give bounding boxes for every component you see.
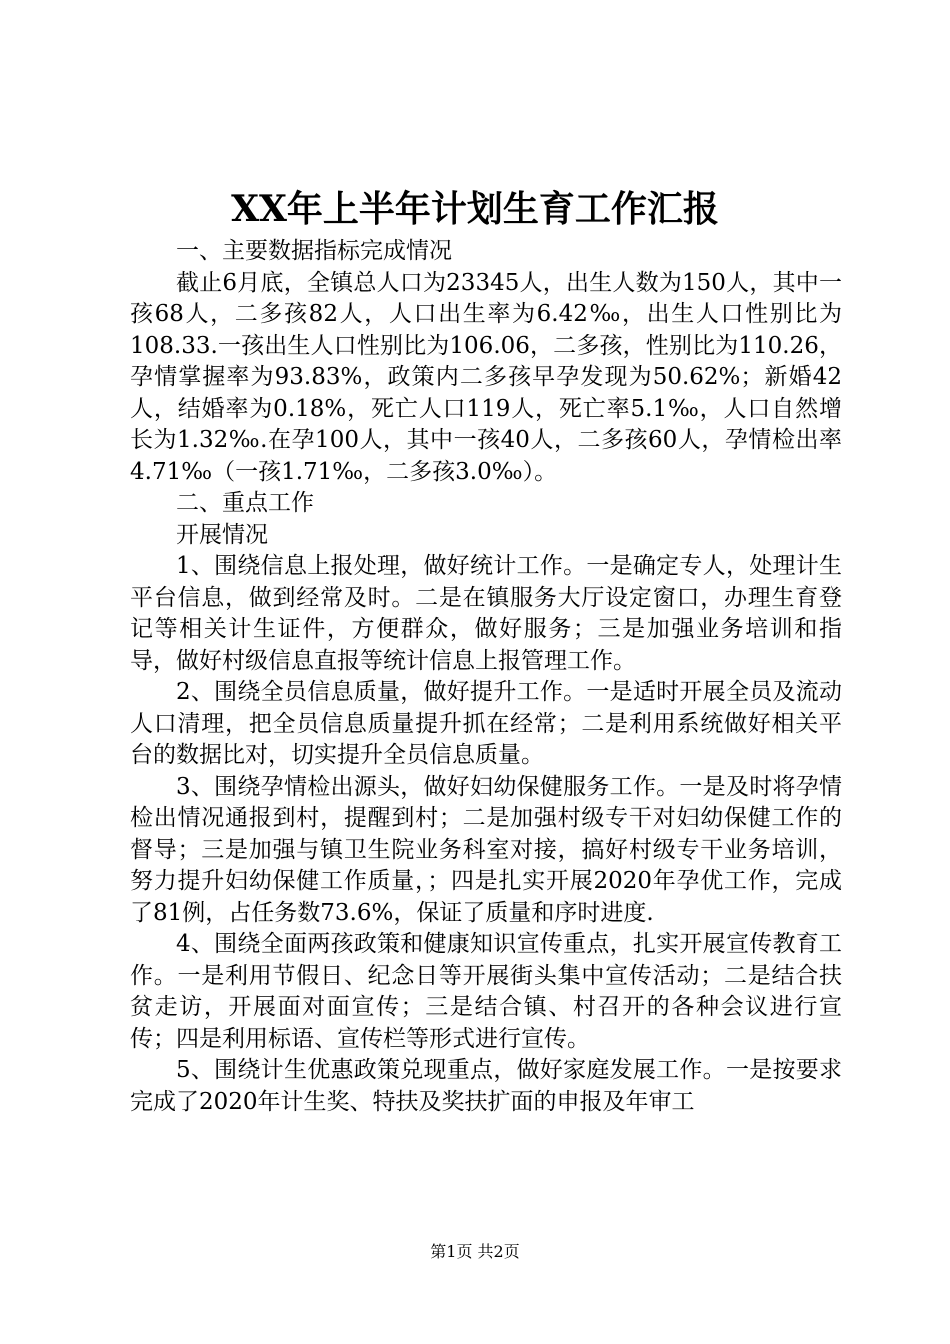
paragraph-item-4: 4、围绕全面两孩政策和健康知识宣传重点，扎实开展宣传教育工作。一是利用节假日、纪念日等开展街头集中宣传活动；二是结合扶贫走访，开展面对面宣传；三是结合镇、村召开的各种会议进行宣传；四是利用标语、宣传栏等形式进行宣传。 — [130, 931, 842, 1052]
paragraph-item-3: 3、围绕孕情检出源头，做好妇幼保健服务工作。一是及时将孕情检出情况通报到村，提醒到村；二是加强村级专干对妇幼保健工作的督导；三是加强与镇卫生院业务科室对接，搞好村级专干业务培训，努力提升妇幼保健工作质量，；四是扎实开展2020年孕优工作，完成了81例，占任务数73.6%，保证了质量和序时进度. — [130, 773, 842, 926]
section-subheading: 开展情况 — [176, 521, 268, 548]
paragraph-item-1: 1、围绕信息上报处理，做好统计工作。一是确定专人，处理计生平台信息，做到经常及时。二是在镇服务大厅设定窗口，办理生育登记等相关计生证件，方便群众，做好服务；三是加强业务培训和指导，做好村级信息直报等统计信息上报管理工作。 — [130, 553, 842, 674]
section-heading-2: 二、重点工作 — [176, 490, 314, 516]
section-heading-1: 一、主要数据指标完成情况 — [176, 238, 452, 264]
document-title: XX年上半年计划生育工作汇报 — [231, 188, 719, 230]
paragraph-item-5: 5、围绕计生优惠政策兑现重点，做好家庭发展工作。一是按要求完成了2020年计生奖、特扶及奖扶扩面的申报及年审工 — [130, 1057, 842, 1115]
page-number-footer: 第1页 共2页 — [430, 1242, 520, 1261]
paragraph-item-2: 2、围绕全员信息质量，做好提升工作。一是适时开展全员及流动人口清理，把全员信息质量提升抓在经常；二是利用系统做好相关平台的数据比对，切实提升全员信息质量。 — [130, 679, 842, 768]
document-body — [130, 236, 842, 1118]
paragraph-data-indicators: 截止6月底，全镇总人口为23345人，出生人数为150人，其中一孩68人，二多孩82人，人口出生率为6.42‰，出生人口性别比为108.33.一孩出生人口性别比为106.06，二多孩，性别比为110.26，孕情掌握率为93.83%，政策内二多孩早孕发现为50.62%；新婚42人，结婚率为0.18%，死亡人口119人，死亡率5.1‰，人口自然增长为1.32‰.在孕100人，其中一孩40人，二多孩60人，孕情检出率4.71‰（一孩1.71‰，二多孩3.0‰）。 — [130, 269, 842, 485]
